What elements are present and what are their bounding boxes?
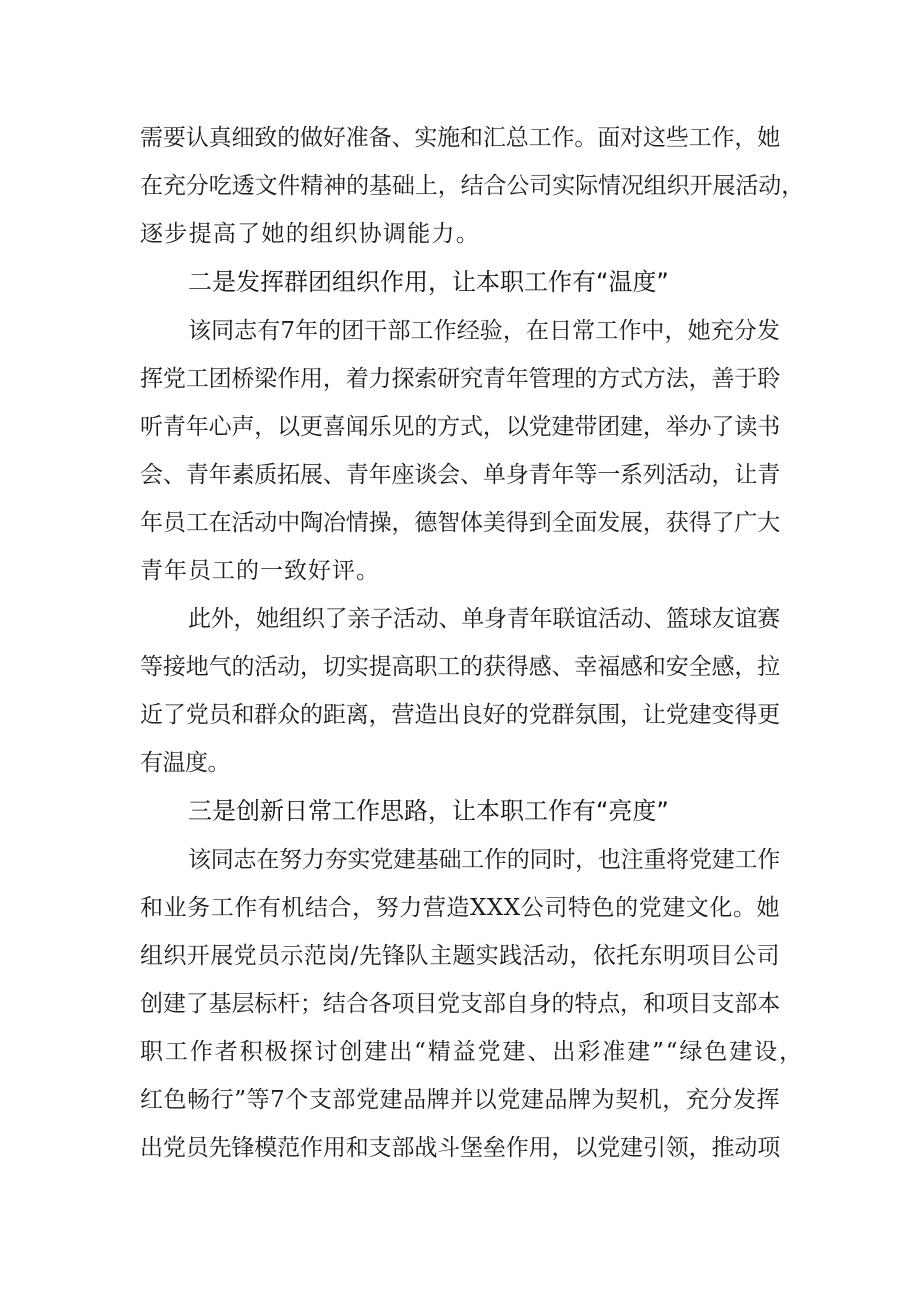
paragraph-4-line-5: 职工作者积极探讨创建出“精益党建、出彩准建”“绿色建设， [140, 1039, 805, 1065]
paragraph-3-line-1: 此外，她组织了亲子活动、单身青年联谊活动、篮球友谊赛 [188, 606, 781, 632]
paragraph-2-line-1: 该同志有7年的团干部工作经验，在日常工作中，她充分发 [188, 318, 780, 344]
paragraph-3-line-2: 等接地气的活动，切实提高职工的获得感、幸福感和安全感，拉 [140, 654, 781, 680]
paragraph-4-line-7: 出党员先锋模范作用和支部战斗堡垒作用，以党建引领，推动项 [140, 1135, 781, 1161]
paragraph-4-line-1: 该同志在努力夯实党建基础工作的同时，也注重将党建工作 [188, 847, 781, 873]
paragraph-2-line-4: 会、青年素质拓展、青年座谈会、单身青年等一系列活动，让青 [140, 462, 781, 488]
paragraph-2-line-3: 听青年心声，以更喜闻乐见的方式，以党建带团建，举办了读书 [140, 414, 781, 440]
paragraph-3-line-3: 近了党员和群众的距离，营造出良好的党群氛围，让党建变得更 [140, 702, 781, 728]
paragraph-1-line-3: 逐步提高了她的组织协调能力。 [140, 221, 481, 247]
paragraph-4-line-6: 红色畅行”等7个支部党建品牌并以党建品牌为契机，充分发挥 [140, 1087, 781, 1113]
paragraph-2-line-2: 挥党工团桥梁作用，着力探索研究青年管理的方式方法，善于聆 [140, 366, 781, 392]
paragraph-1-line-2: 在充分吃透文件精神的基础上，结合公司实际情况组织开展活动， [140, 173, 805, 199]
paragraph-4-line-2: 和业务工作有机结合，努力营造XXX公司特色的党建文化。她 [140, 895, 781, 921]
paragraph-4-line-3: 组织开展党员示范岗/先锋队主题实践活动，依托东明项目公司 [140, 943, 780, 969]
paragraph-1-line-1: 需要认真细致的做好准备、实施和汇总工作。面对这些工作，她 [140, 125, 781, 151]
paragraph-2-line-6: 青年员工的一致好评。 [140, 558, 380, 584]
section-heading-3: 三是创新日常工作思路，让本职工作有“亮度” [188, 797, 669, 825]
paragraph-4-line-4: 创建了基层标杆；结合各项目党支部自身的特点，和项目支部本 [140, 991, 781, 1017]
paragraph-2-line-5: 年员工在活动中陶冶情操，德智体美得到全面发展，获得了广大 [140, 510, 781, 536]
section-heading-2: 二是发挥群团组织作用，让本职工作有“温度” [188, 268, 669, 296]
paragraph-3-line-4: 有温度。 [140, 750, 230, 776]
